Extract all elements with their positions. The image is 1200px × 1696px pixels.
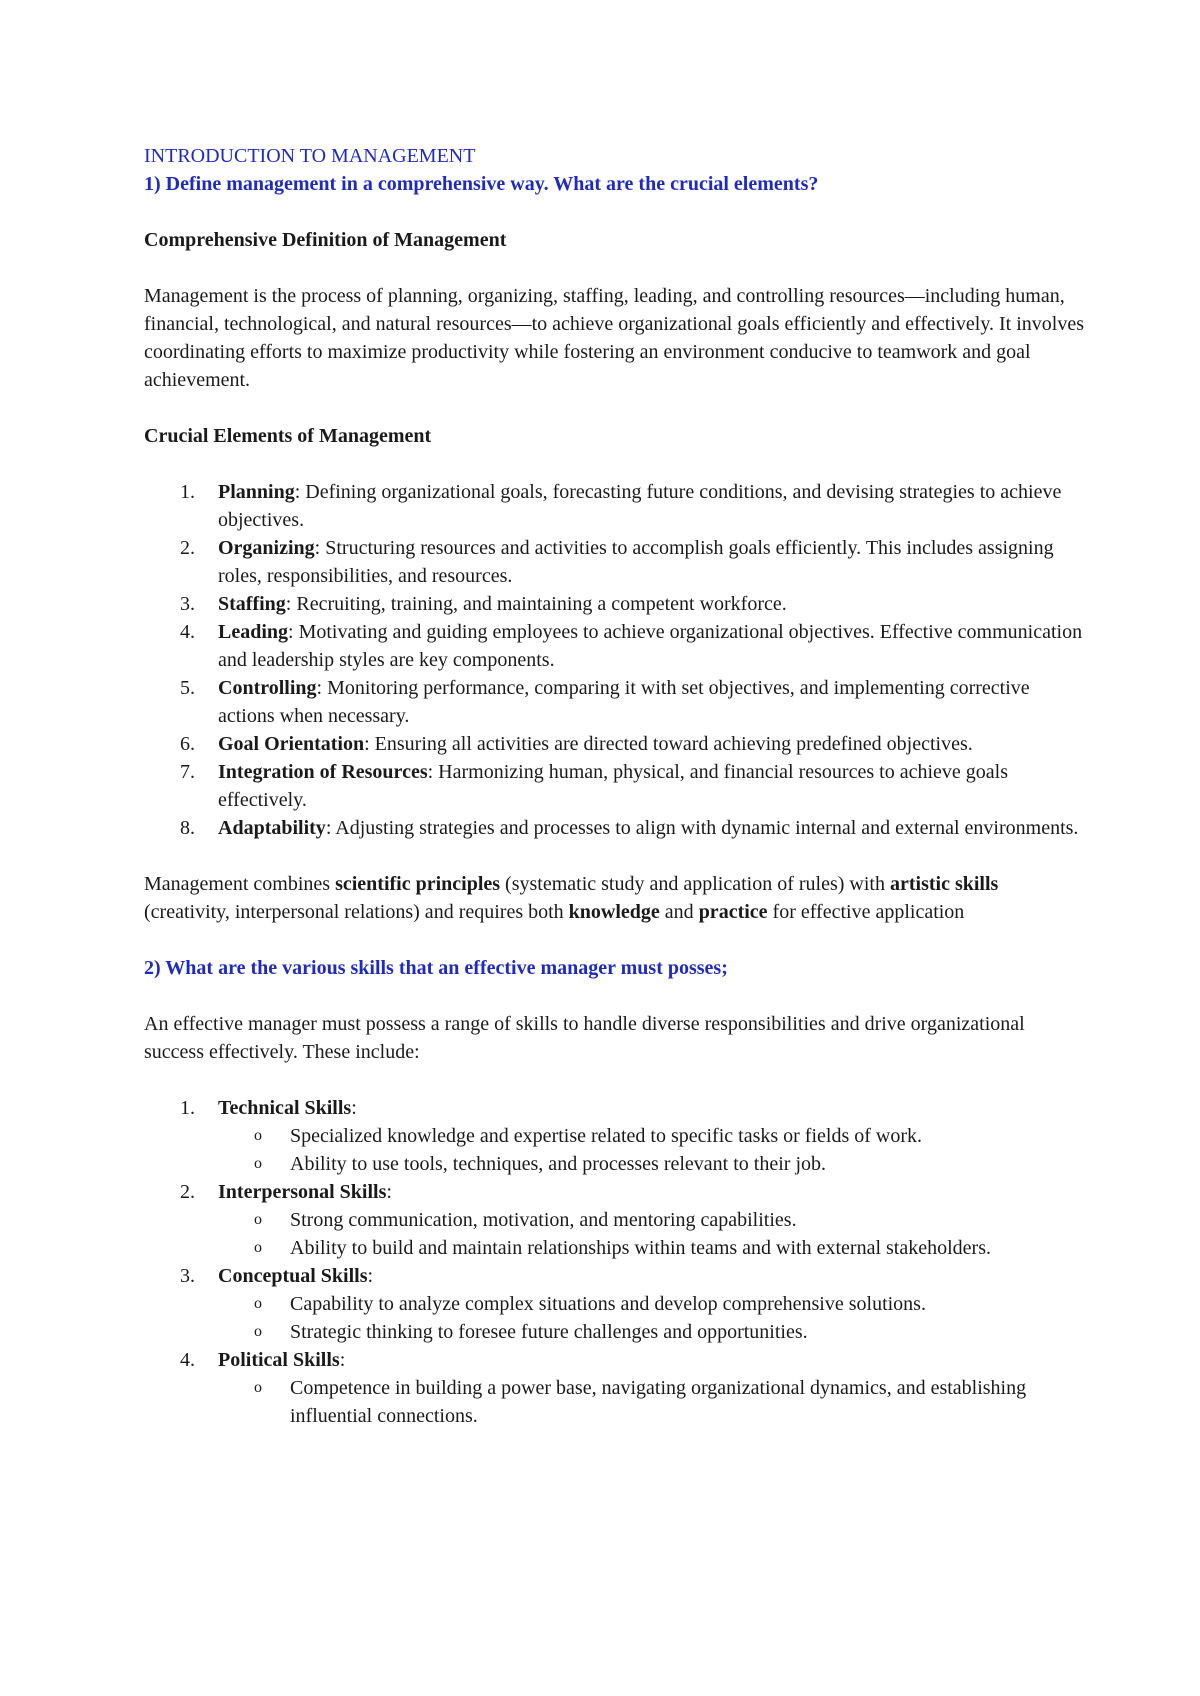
element-desc: : Defining organizational goals, forecasting future conditions, and devising strategies to achieve objectives. [218,481,1062,531]
skill-subitem [218,1374,1084,1430]
element-number: 2. [180,537,195,559]
skill-colon: : [339,1349,346,1371]
skill-item [144,1094,1084,1178]
skills-intro: An effective manager must possess a range of skills to handle diverse responsibilities and drive organizational success effectively. These include: [144,1013,1025,1063]
bullet-icon: o [254,1239,262,1256]
elements-heading: Crucial Elements of Management [144,425,432,447]
element-term: Goal Orientation [218,733,365,755]
skill-term: Conceptual Skills [218,1265,368,1287]
element-item [144,730,1084,758]
element-term: Staffing [218,593,286,615]
document-content [144,142,1084,1458]
element-number: 5. [180,677,195,699]
element-item [144,590,1084,618]
skill-subitem [218,1234,1084,1262]
skill-subitem [218,1150,1084,1178]
element-number: 7. [180,761,195,783]
skill-term: Interpersonal Skills [218,1181,387,1203]
skill-sublist [218,1206,1084,1262]
skill-subitem-text: Strategic thinking to foresee future challenges and opportunities. [290,1321,808,1343]
bullet-icon: o [254,1211,262,1228]
definition-paragraph: Management is the process of planning, organizing, staffing, leading, and controlling resources—including human, financial, technological, and natural resources—to achieve organizational goals efficiently and effectively. It involves coordinating efforts to maximize productivity while fostering an environment conducive to teamwork and goal achievement. [144,285,1085,391]
skill-subitem-text: Capability to analyze complex situations and develop comprehensive solutions. [290,1293,926,1315]
element-item [144,534,1084,590]
element-item [144,674,1084,730]
elements-list [144,478,1084,842]
element-number: 6. [180,733,195,755]
skill-subitem [218,1122,1084,1150]
skill-colon: : [351,1097,357,1119]
element-number: 1. [180,481,195,503]
skill-sublist [218,1290,1084,1346]
element-desc: : Structuring resources and activities to accomplish goals efficiently. This includes assigning roles, responsibilities, and resources. [218,537,1054,587]
skill-term: Technical Skills [218,1097,352,1119]
question-1: 1) Define management in a comprehensive way. What are the crucial elements? [144,173,819,195]
skill-subitem-text: Strong communication, motivation, and mentoring capabilities. [290,1209,797,1231]
element-item [144,814,1084,842]
combines-bold: scientific principles [335,873,501,895]
skill-item [144,1346,1084,1430]
bullet-icon: o [254,1323,262,1340]
element-term: Controlling [218,677,317,699]
document-title: INTRODUCTION TO MANAGEMENT [144,145,476,167]
combines-text: (creativity, interpersonal relations) and requires both [144,901,569,923]
skill-subitem [218,1206,1084,1234]
element-desc: : Recruiting, training, and maintaining a competent workforce. [285,593,787,615]
combines-text: Management combines [144,873,336,895]
definition-heading: Comprehensive Definition of Management [144,229,507,251]
element-item [144,758,1084,814]
element-desc: : Harmonizing human, physical, and financial resources to achieve goals effectively. [218,761,1008,811]
skill-subitem-text: Ability to use tools, techniques, and processes relevant to their job. [290,1153,826,1175]
skill-item [144,1178,1084,1262]
element-desc: : Motivating and guiding employees to achieve organizational objectives. Effective communication and leadership styles are key components. [218,621,1083,671]
element-term: Integration of Resources [218,761,428,783]
element-term: Leading [218,621,289,643]
combines-text: for effective application [767,901,965,923]
skill-sublist [218,1122,1084,1178]
element-term: Adaptability [218,817,326,839]
skill-number: 4. [180,1349,195,1371]
combines-bold: knowledge [568,901,660,923]
skill-colon: : [367,1265,374,1287]
skill-number: 3. [180,1265,195,1287]
skill-sublist [218,1374,1084,1430]
skill-subitem-text: Specialized knowledge and expertise related to specific tasks or fields of work. [290,1125,923,1147]
element-desc: : Adjusting strategies and processes to align with dynamic internal and external environments. [325,817,1079,839]
combines-paragraph [144,870,1084,926]
skill-subitem-text: Ability to build and maintain relationships within teams and with external stakeholders. [290,1237,991,1259]
element-desc: : Ensuring all activities are directed toward achieving predefined objectives. [364,733,973,755]
combines-text: and [659,901,699,923]
element-term: Organizing [218,537,315,559]
skill-item [144,1262,1084,1346]
question-2: 2) What are the various skills that an effective manager must posses; [144,957,728,979]
skill-subitem-text: Competence in building a power base, navigating organizational dynamics, and establishing influential connections. [290,1377,1027,1427]
element-desc: : Monitoring performance, comparing it with set objectives, and implementing corrective actions when necessary. [218,677,1030,727]
element-number: 8. [180,817,195,839]
bullet-icon: o [254,1127,262,1144]
skill-subitem [218,1290,1084,1318]
skill-subitem [218,1318,1084,1346]
skills-list [144,1094,1084,1430]
bullet-icon: o [254,1155,262,1172]
element-item [144,618,1084,674]
bullet-icon: o [254,1379,262,1396]
skill-term: Political Skills [218,1349,340,1371]
element-number: 4. [180,621,195,643]
bullet-icon: o [254,1295,262,1312]
element-term: Planning [218,481,295,503]
element-item [144,478,1084,534]
skill-number: 1. [180,1097,195,1119]
element-number: 3. [180,593,195,615]
combines-text: (systematic study and application of rules) with [500,873,890,895]
combines-bold: artistic skills [889,873,999,895]
combines-bold: practice [698,901,768,923]
skill-number: 2. [180,1181,195,1203]
skill-colon: : [386,1181,392,1203]
